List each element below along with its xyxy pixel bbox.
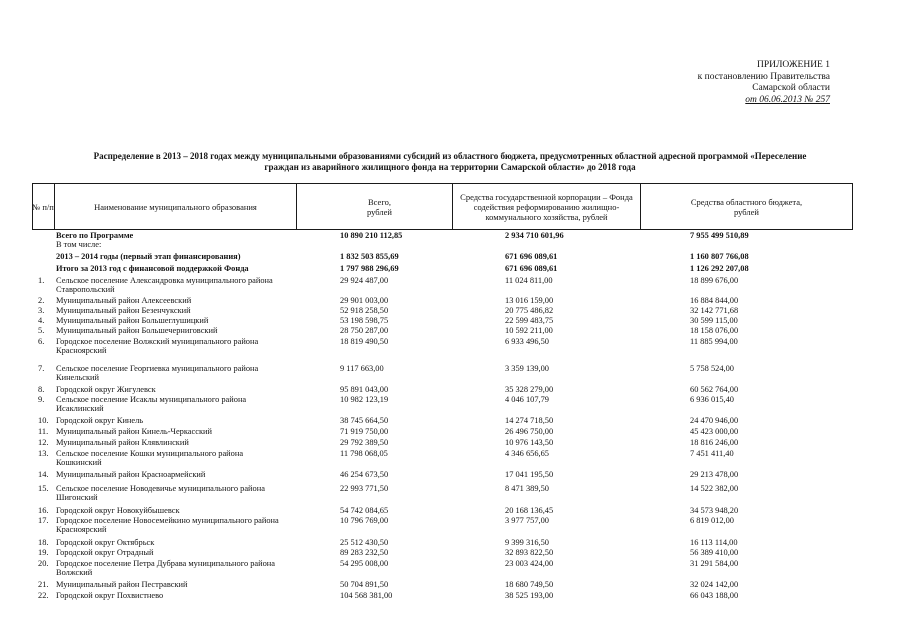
row-name: Городское поселение Волжский муниципального района Красноярский: [56, 337, 259, 356]
row-fund: 20 168 136,45: [505, 506, 554, 515]
row-num: 4.: [38, 316, 45, 325]
row-region: 5 758 524,00: [690, 364, 734, 373]
row-region: 24 470 946,00: [690, 416, 739, 425]
row-region: 6 819 012,00: [690, 516, 734, 525]
row-region: 1 126 292 207,08: [690, 264, 749, 273]
row-num: 14.: [38, 470, 49, 479]
row-total: 10 982 123,19: [340, 395, 389, 404]
row-total: 18 819 490,50: [340, 337, 389, 346]
row-region: 16 113 114,00: [690, 538, 738, 547]
row-num: 16.: [38, 506, 49, 515]
header-fund: Средства государственной корпорации – Фонда содействия реформированию жилищно-коммунального хозяйства, рублей: [460, 191, 633, 222]
row-region: 7 955 499 510,89: [690, 231, 749, 240]
row-name: Муниципальный район Большеглушицкий: [56, 316, 209, 325]
row-region: 14 522 382,00: [690, 484, 739, 493]
row-num: 12.: [38, 438, 49, 447]
row-total: 29 901 003,00: [340, 296, 389, 305]
header-num: № п/п: [32, 201, 54, 212]
row-region: 29 213 478,00: [690, 470, 739, 479]
row-fund: 23 003 424,00: [505, 559, 554, 568]
row-name: Городской округ Отрадный: [56, 548, 154, 557]
appendix-region: Самарской области: [752, 83, 830, 93]
table-right-border: [852, 183, 853, 230]
row-name: Сельское поселение Кошки муниципального района Кошкинский: [56, 449, 244, 468]
row-fund: 10 592 211,00: [505, 326, 553, 335]
row-name: Городское поселение Петра Дубрава муниципального района Волжский: [56, 559, 276, 578]
header-region: Средства областного бюджета, рублей: [690, 196, 803, 217]
row-num: 17.: [38, 516, 49, 525]
row-num: 1.: [38, 276, 45, 285]
row-num: 5.: [38, 326, 45, 335]
row-name: Муниципальный район Большечерниговский: [56, 326, 218, 335]
row-fund: 22 599 483,75: [505, 316, 554, 325]
row-fund: 13 016 159,00: [505, 296, 554, 305]
row-name: Всего по Программе: [56, 231, 134, 240]
row-total: 11 798 068,05: [340, 449, 388, 458]
row-total: 1 832 503 855,69: [340, 252, 399, 261]
row-fund: 26 496 750,00: [505, 427, 554, 436]
row-total: 71 919 750,00: [340, 427, 389, 436]
row-num: 18.: [38, 538, 49, 547]
row-region: 18 158 076,00: [690, 326, 739, 335]
appendix-block: [650, 60, 830, 106]
row-fund: 3 977 757,00: [505, 516, 549, 525]
row-region: 11 885 994,00: [690, 337, 738, 346]
row-total: 9 117 663,00: [340, 364, 384, 373]
row-fund: 18 680 749,50: [505, 580, 554, 589]
row-fund: 9 399 316,50: [505, 538, 549, 547]
row-num: 19.: [38, 548, 49, 557]
row-region: 32 024 142,00: [690, 580, 739, 589]
row-fund: 17 041 195,50: [505, 470, 554, 479]
row-region: 1 160 807 766,08: [690, 252, 749, 261]
row-total: 53 198 598,75: [340, 316, 389, 325]
row-total: 1 797 988 296,69: [340, 264, 399, 273]
row-region: 45 423 000,00: [690, 427, 739, 436]
row-fund: 38 525 193,00: [505, 591, 554, 600]
row-name: Итого за 2013 год с финансовой поддержкой Фонда: [56, 264, 249, 273]
row-region: 56 389 410,00: [690, 548, 739, 557]
row-name: Городской округ Октябрьск: [56, 538, 155, 547]
row-region: 18 816 246,00: [690, 438, 739, 447]
row-total: 28 750 287,00: [340, 326, 389, 335]
row-num: 2.: [38, 296, 45, 305]
row-name: Сельское поселение Новодевичье муниципального района Шигонский: [56, 484, 265, 503]
row-total: 46 254 673,50: [340, 470, 389, 479]
row-name: Городское поселение Новосемейкино муниципального района Красноярский: [56, 516, 279, 535]
row-total: 29 792 389,50: [340, 438, 389, 447]
row-fund: 671 696 089,61: [505, 252, 558, 261]
document-title: [20, 151, 880, 173]
row-region: 7 451 411,40: [690, 449, 734, 458]
row-total: 104 568 381,00: [340, 591, 393, 600]
row-total: 38 745 664,50: [340, 416, 389, 425]
row-fund: 3 359 139,00: [505, 364, 549, 373]
row-fund: 14 274 718,50: [505, 416, 554, 425]
row-fund: 8 471 389,50: [505, 484, 549, 493]
row-total: 10 890 210 112,85: [340, 231, 403, 240]
title-line-1: Распределение в 2013 – 2018 годах между муниципальными образованиями субсидий из областного бюджета, предусмотренных областной адресной программой «Переселение: [93, 151, 807, 161]
row-num: 21.: [38, 580, 49, 589]
row-region: 16 884 844,00: [690, 296, 739, 305]
row-num: 6.: [38, 337, 45, 346]
row-region: 31 291 584,00: [690, 559, 739, 568]
row-num: 13.: [38, 449, 49, 458]
row-name: Городской округ Кинель: [56, 416, 144, 425]
row-total: 89 283 232,50: [340, 548, 389, 557]
row-region: 6 936 015,40: [690, 395, 734, 404]
row-region: 32 142 771,68: [690, 306, 739, 315]
row-name: Городской округ Похвистнево: [56, 591, 164, 600]
row-region: 18 899 676,00: [690, 276, 739, 285]
row-total: 54 742 084,65: [340, 506, 389, 515]
row-region: 30 599 115,00: [690, 316, 738, 325]
row-name: Муниципальный район Безенчукский: [56, 306, 191, 315]
row-fund: 10 976 143,50: [505, 438, 554, 447]
row-name: Сельское поселение Исаклы муниципального района Исаклинский: [56, 395, 247, 414]
row-num: 22.: [38, 591, 49, 600]
row-num: 9.: [38, 395, 45, 404]
row-name: Муниципальный район Красноармейский: [56, 470, 206, 479]
row-name: Муниципальный район Кинель-Черкасский: [56, 427, 212, 436]
row-name: Муниципальный район Клявлинский: [56, 438, 189, 447]
row-name: Городской округ Новокуйбышевск: [56, 506, 180, 515]
row-name: Муниципальный район Пестравский: [56, 580, 188, 589]
row-name: Сельское поселение Георгиевка муниципального района Кинельский: [56, 364, 259, 383]
row-name: Муниципальный район Алексеевский: [56, 296, 192, 305]
appendix-decree: к постановлению Правительства: [697, 71, 830, 82]
row-total: 22 993 771,50: [340, 484, 389, 493]
row-fund: 4 346 656,65: [505, 449, 549, 458]
title-line-2: граждан из аварийного жилищного фонда на территории Самарской области» до 2018 года: [264, 162, 636, 172]
row-name: В том числе:: [56, 240, 102, 249]
row-region: 34 573 948,20: [690, 506, 739, 515]
row-fund: 4 046 107,79: [505, 395, 549, 404]
header-name: Наименование муниципального образования: [94, 201, 257, 212]
row-fund: 2 934 710 601,96: [505, 231, 564, 240]
row-total: 95 891 043,00: [340, 385, 389, 394]
row-total: 50 704 891,50: [340, 580, 389, 589]
row-fund: 11 024 811,00: [505, 276, 553, 285]
appendix-date-number: от 06.06.2013 № 257: [745, 94, 830, 105]
row-name: Сельское поселение Александровка муниципального района Ставропольский: [56, 276, 273, 295]
header-total: Всего, рублей: [367, 196, 392, 217]
row-num: 15.: [38, 484, 49, 493]
row-fund: 35 328 279,00: [505, 385, 554, 394]
row-fund: 6 933 496,50: [505, 337, 549, 346]
row-num: 10.: [38, 416, 49, 425]
row-num: 20.: [38, 559, 49, 568]
row-num: 7.: [38, 364, 45, 373]
row-total: 52 918 258,50: [340, 306, 389, 315]
row-region: 66 043 188,00: [690, 591, 739, 600]
table-header-bottom-border: [32, 229, 852, 230]
row-name: Городской округ Жигулевск: [56, 385, 156, 394]
row-fund: 671 696 089,61: [505, 264, 558, 273]
row-num: 3.: [38, 306, 45, 315]
row-total: 29 924 487,00: [340, 276, 389, 285]
row-fund: 32 893 822,50: [505, 548, 554, 557]
row-region: 60 562 764,00: [690, 385, 739, 394]
row-total: 54 295 008,00: [340, 559, 389, 568]
row-total: 25 512 430,50: [340, 538, 389, 547]
appendix-label: ПРИЛОЖЕНИЕ 1: [756, 60, 830, 70]
row-num: 11.: [38, 427, 49, 436]
row-name: 2013 – 2014 годы (первый этап финансирования): [56, 252, 241, 261]
row-fund: 20 775 486,82: [505, 306, 554, 315]
row-num: 8.: [38, 385, 45, 394]
row-total: 10 796 769,00: [340, 516, 389, 525]
